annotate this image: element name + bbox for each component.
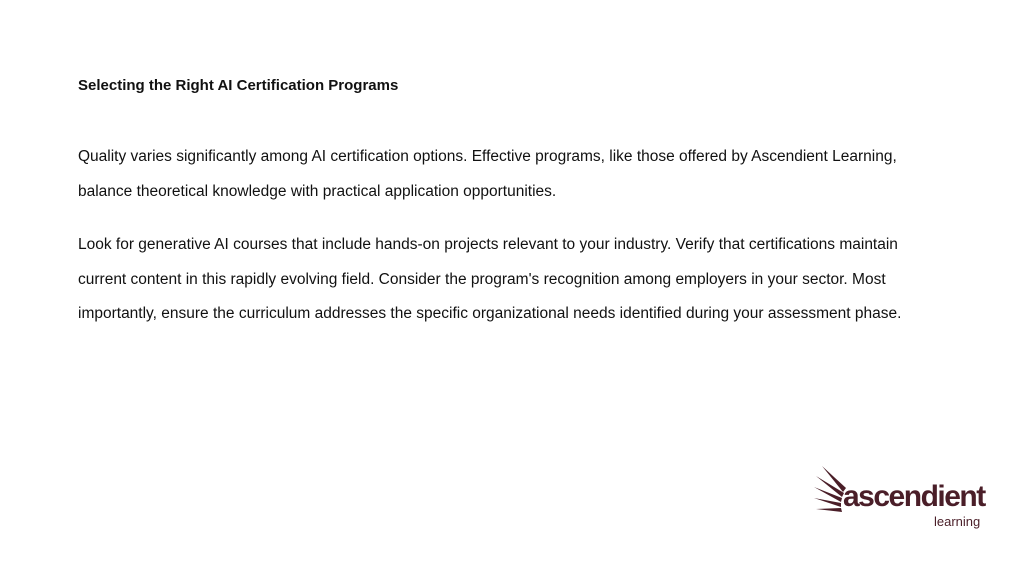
paragraph-look-for: Look for generative AI courses that include hands-on projects relevant to your industry. Verify that certifications maintain current content in this rapidly evolving field. Consider the program's recognition among employers in your sector. Most importantly, ensure the curriculum addresses the specific organizational needs identified during your assessment phase. <box>78 236 902 322</box>
ascendient-learning-logo <box>812 462 992 534</box>
slide-title: Selecting the Right AI Certification Programs <box>78 77 399 94</box>
logo-subtext: learning <box>934 514 981 529</box>
paragraph-quality: Quality varies significantly among AI certification options. Effective programs, like those offered by Ascendient Learning, balance theoretical knowledge with practical application opportunities. <box>78 148 897 200</box>
logo-wordmark: ascendient <box>843 480 985 513</box>
